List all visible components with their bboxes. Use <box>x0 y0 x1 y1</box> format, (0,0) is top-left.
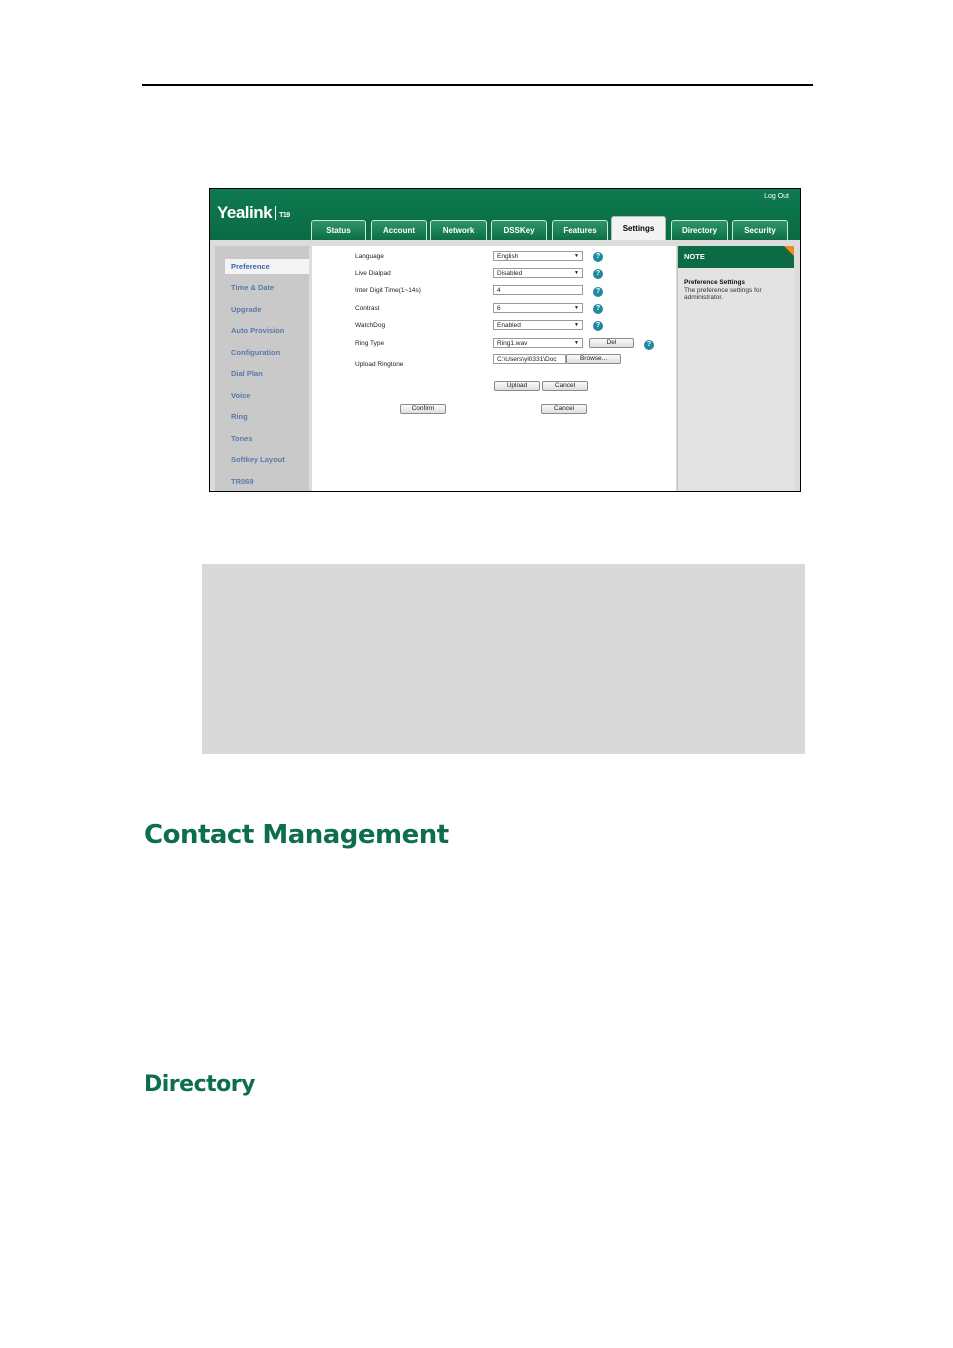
tab-settings[interactable]: Settings <box>611 216 666 240</box>
contrast-select[interactable] <box>493 303 583 313</box>
tab-dsskey[interactable]: DSSKey <box>491 220 547 240</box>
sidebar-item-voice[interactable]: Voice <box>231 391 251 400</box>
logout-link[interactable]: Log Out <box>764 193 789 200</box>
sidebar <box>215 246 309 492</box>
cancel-button[interactable]: Cancel <box>541 404 587 414</box>
web-ui-screenshot <box>209 188 801 492</box>
language-label: Language <box>355 253 384 260</box>
sidebar-item-upgrade[interactable]: Upgrade <box>231 305 262 314</box>
del-button[interactable]: Del <box>589 338 634 348</box>
tab-directory[interactable]: Directory <box>671 220 728 240</box>
subsection-heading: Directory <box>144 1072 255 1097</box>
tab-status[interactable]: Status <box>311 220 366 240</box>
cancel-upload-button[interactable]: Cancel <box>542 381 588 391</box>
sidebar-item-configuration[interactable]: Configuration <box>231 348 281 357</box>
logo-text: Yealink <box>217 203 273 222</box>
top-header <box>210 189 800 240</box>
note-header: NOTE <box>678 246 794 268</box>
upload-ringtone-label: Upload Ringtone <box>355 361 404 368</box>
language-select[interactable] <box>493 251 583 261</box>
note-corner-icon <box>784 246 794 256</box>
live-dialpad-label: Live Dialpad <box>355 270 391 277</box>
note-box <box>202 564 805 754</box>
chevron-down-icon: ▼ <box>574 305 579 311</box>
help-icon[interactable]: ? <box>593 252 603 262</box>
inter-digit-input[interactable]: 4 <box>493 285 583 295</box>
chevron-down-icon: ▼ <box>574 253 579 259</box>
tab-features[interactable]: Features <box>552 220 608 240</box>
note-text: The preference settings for administrator. <box>684 287 762 301</box>
chevron-down-icon: ▼ <box>574 340 579 346</box>
tab-security[interactable]: Security <box>732 220 788 240</box>
sidebar-item-preference[interactable]: Preference <box>225 259 309 274</box>
sidebar-item-tones[interactable]: Tones <box>231 434 253 443</box>
file-path-input[interactable]: C:\Users\yl0331\Doc <box>493 354 566 364</box>
browse-button[interactable]: Browse... <box>566 354 621 364</box>
watchdog-value: Enabled <box>497 322 521 329</box>
watchdog-label: WatchDog <box>355 322 386 329</box>
ring-type-label: Ring Type <box>355 340 385 347</box>
ring-type-select[interactable] <box>493 338 583 348</box>
note-title: Preference Settings <box>684 279 746 286</box>
page-header-rule <box>142 84 813 86</box>
help-icon[interactable]: ? <box>593 287 603 297</box>
sidebar-item-softkey-layout[interactable]: Softkey Layout <box>231 455 285 464</box>
live-dialpad-select[interactable] <box>493 268 583 278</box>
help-icon[interactable]: ? <box>644 340 654 350</box>
contrast-value: 6 <box>497 305 501 312</box>
chevron-down-icon: ▼ <box>574 270 579 276</box>
inter-digit-label: Inter Digit Time(1~14s) <box>355 287 421 294</box>
help-icon[interactable]: ? <box>593 321 603 331</box>
sidebar-item-time-date[interactable]: Time & Date <box>231 283 275 292</box>
yealink-logo <box>217 203 290 223</box>
sidebar-item-auto-provision[interactable]: Auto Provision <box>231 326 285 335</box>
language-value: English <box>497 253 519 260</box>
help-icon[interactable]: ? <box>593 269 603 279</box>
section-heading: Contact Management <box>144 820 449 850</box>
model-label: T19 <box>279 212 290 219</box>
chevron-down-icon: ▼ <box>574 322 579 328</box>
confirm-button[interactable]: Confirm <box>400 404 446 414</box>
watchdog-select[interactable] <box>493 320 583 330</box>
ring-type-value: Ring1.wav <box>497 340 528 347</box>
help-icon[interactable]: ? <box>593 304 603 314</box>
sidebar-item-dial-plan[interactable]: Dial Plan <box>231 369 263 378</box>
contrast-label: Contrast <box>355 305 380 312</box>
sidebar-item-tr069[interactable]: TR069 <box>231 477 254 486</box>
tab-account[interactable]: Account <box>371 220 427 240</box>
live-dialpad-value: Disabled <box>497 270 523 277</box>
upload-button[interactable]: Upload <box>494 381 540 391</box>
sidebar-item-ring[interactable]: Ring <box>231 412 248 421</box>
settings-form <box>312 246 676 492</box>
tab-network[interactable]: Network <box>430 220 487 240</box>
note-panel <box>677 246 794 492</box>
